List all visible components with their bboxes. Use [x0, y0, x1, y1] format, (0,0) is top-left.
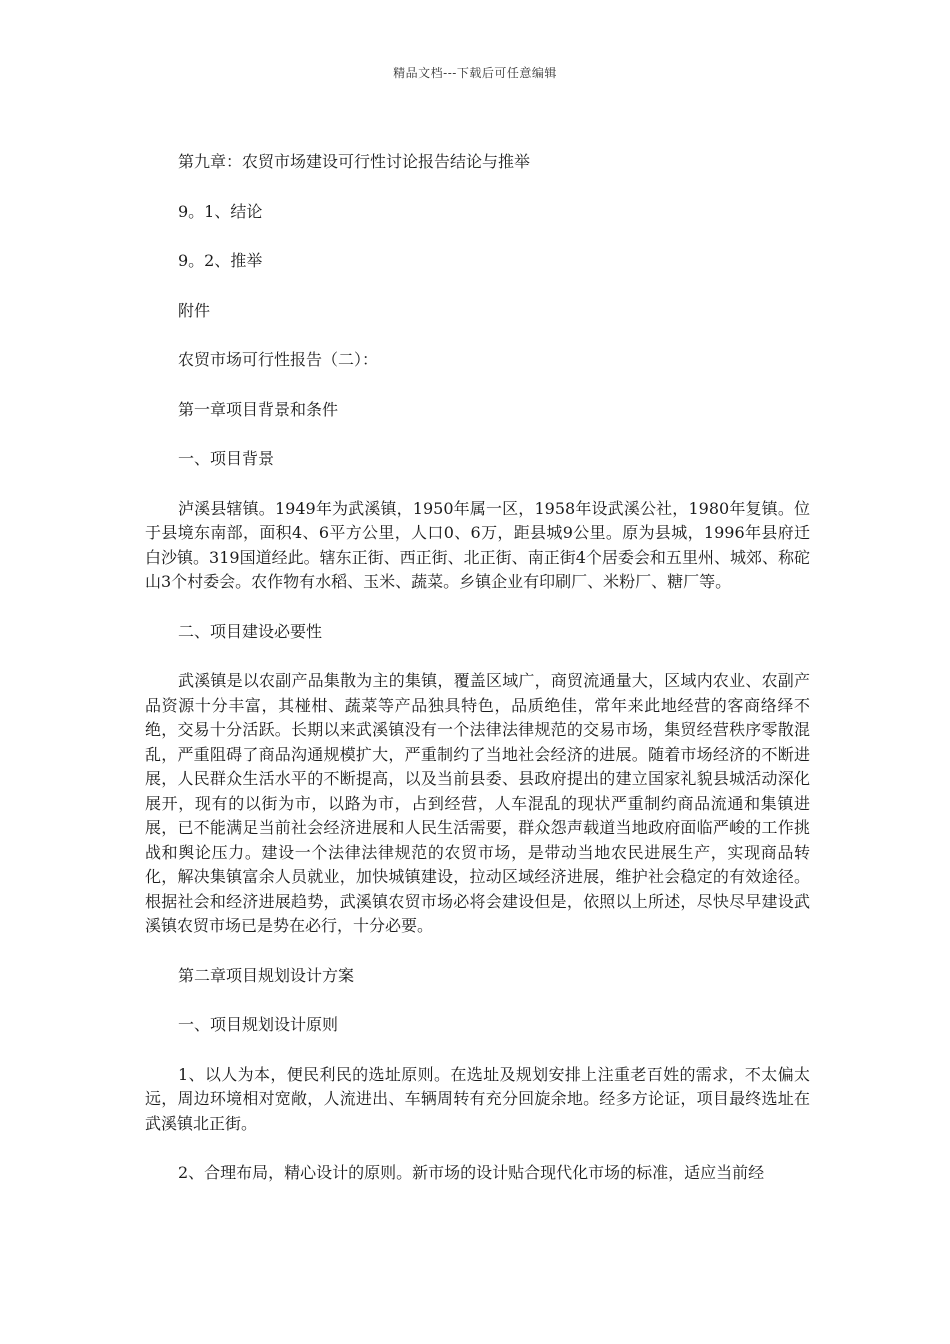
heading-section-9-1: 9。1、结论: [178, 201, 263, 221]
page-header: 精品文档---下载后可任意编辑: [393, 66, 557, 80]
heading-chapter-2: 第二章项目规划设计方案: [178, 965, 355, 985]
paragraph-principle-1: 1、以人为本，便民利民的选址原则。在选址及规划安排上注重老百姓的需求，不太偏太远，周边环境相对宽敞，人流进出、车辆周转有充分回旋余地。经多方论证，项目最终选址在武溪镇北正街。: [145, 1064, 810, 1133]
heading-chapter-1: 第一章项目背景和条件: [178, 399, 339, 419]
heading-construction-necessity: 二、项目建设必要性: [178, 621, 323, 641]
heading-chapter-9: 第九章：农贸市场建设可行性讨论报告结论与推举: [178, 152, 531, 171]
document-body: [145, 150, 810, 1211]
heading-design-principles: 一、项目规划设计原则: [178, 1015, 339, 1034]
paragraph-necessity: 武溪镇是以农副产品集散为主的集镇，覆盖区域广，商贸流通量大，区域内农业、农副产品资源十分丰富，其椪柑、蔬菜等产品独具特色，品质绝佳，常年来此地经营的客商络绎不绝，交易十分活跃。长期以来武溪镇没有一个法律法律规范的交易市场，集贸经营秩序零散混乱，严重阻碍了商品沟通规模扩大，严重制约了当地社会经济的进展。随着市场经济的不断进展，人民群众生活水平的不断提高，以及当前县委、县政府提出的建立国家礼貌县城活动深化展开，现有的以街为市，以路为市，占到经营，人车混乱的现状严重制约商品流通和集镇进展，已不能满足当前社会经济进展和人民生活需要，群众怨声载道当地政府面临严峻的工作挑战和舆论压力。建设一个法律法律规范的农贸市场，是带动当地农民进展生产，实现商品转化，解决集镇富余人员就业，加快城镇建设，拉动区域经济进展，维护社会稳定的有效途径。根据社会和经济进展趋势，武溪镇农贸市场必将会建设但是，依照以上所述，尽快尽早建设武溪镇农贸市场已是势在必行，十分必要。: [145, 671, 810, 935]
heading-project-background: 一、项目背景: [178, 449, 275, 468]
paragraph-principle-2: 2、合理布局，精心设计的原则。新市场的设计贴合现代化市场的标准，适应当前经: [178, 1163, 765, 1182]
paragraph-background: 泸溪县辖镇。1949年为武溪镇，1950年属一区，1958年设武溪公社，1980年复镇。位于县境东南部，面积4、6平方公里，人口0、6万，距县城9公里。原为县城，1996年县府迁白沙镇。319国道经此。辖东正街、西正街、北正街、南正街4个居委会和五里州、城郊、称砣山3个村委会。农作物有水稻、玉米、蔬菜。乡镇企业有印刷厂、米粉厂、糖厂等。: [145, 498, 810, 591]
heading-section-9-2: 9。2、推举: [178, 251, 263, 270]
heading-report-2: 农贸市场可行性报告（二）：: [178, 350, 379, 369]
heading-attachment: 附件: [178, 300, 211, 320]
